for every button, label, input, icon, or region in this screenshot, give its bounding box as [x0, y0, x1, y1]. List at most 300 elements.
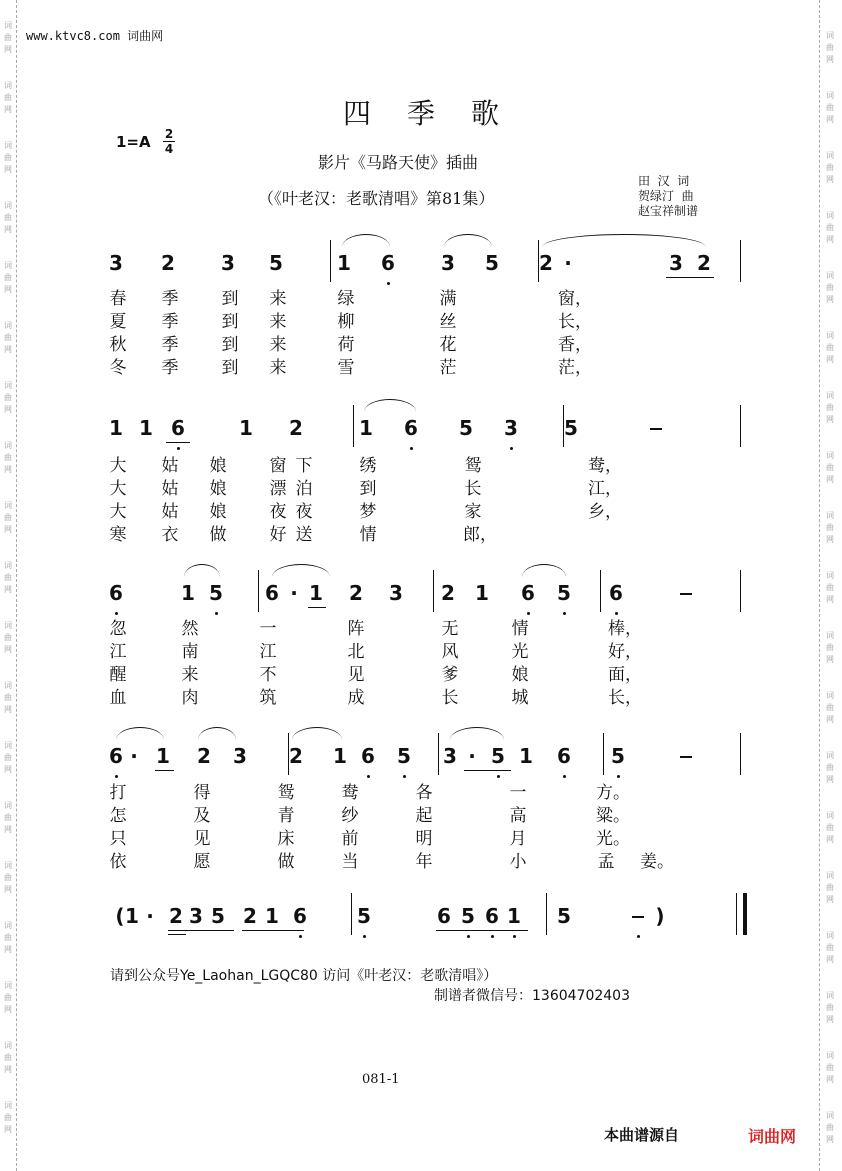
- low-octave-dot: [115, 775, 118, 778]
- barline: [258, 570, 259, 612]
- side-watermark: 词 曲 网: [4, 201, 12, 234]
- side-watermark: 词 曲 网: [826, 451, 834, 484]
- lyric-char: 姑: [161, 502, 179, 522]
- note: 5: [485, 251, 499, 275]
- note: 1: [181, 581, 195, 605]
- side-watermark: 词 曲 网: [4, 381, 12, 414]
- lyric-char: 光: [511, 642, 529, 662]
- note: 2: [289, 416, 303, 440]
- barline: [740, 570, 741, 612]
- side-watermark: 词 曲 网: [4, 921, 12, 954]
- note: 5: [557, 581, 571, 605]
- note: 5: [397, 744, 411, 768]
- note: 5: [211, 904, 225, 928]
- lyric-char: 然: [181, 619, 199, 639]
- note: 1: [519, 744, 533, 768]
- side-watermark: 词 曲 网: [4, 681, 12, 714]
- barline: [433, 570, 434, 612]
- beam-underline: [168, 930, 234, 931]
- lyric-char: 肉: [181, 688, 199, 708]
- note: 6: [361, 744, 375, 768]
- beam-underline: [308, 607, 326, 608]
- note: 6: [265, 581, 279, 605]
- lyric-char: 满: [439, 289, 457, 309]
- barline: [600, 570, 601, 612]
- side-watermark: 词 曲 网: [4, 741, 12, 774]
- note: 3: [189, 904, 203, 928]
- lyric-char: 怎: [109, 806, 127, 826]
- lyric-verse-1: [108, 618, 668, 641]
- lyric-verse-2: [108, 311, 668, 334]
- side-watermark: 词 曲 网: [826, 1111, 834, 1144]
- lyric-char: 姜。: [640, 852, 674, 872]
- low-octave-dot: [491, 935, 494, 938]
- note: 3: [669, 251, 683, 275]
- beam-underline: [166, 442, 190, 443]
- subtitle: 影片《马路天使》插曲: [318, 153, 479, 172]
- beam-underline: [168, 934, 186, 935]
- lyric-char: 阵: [347, 619, 365, 639]
- note: 6: [521, 581, 535, 605]
- note: 1: [109, 416, 123, 440]
- side-watermark: 词 曲 网: [4, 141, 12, 174]
- note: 1: [359, 416, 373, 440]
- side-watermark: 词 曲 网: [4, 561, 12, 594]
- note: 6: [109, 581, 123, 605]
- page-number: 081-1: [362, 1072, 400, 1087]
- side-watermark: 词 曲 网: [4, 501, 12, 534]
- lyric-char: 夏: [109, 312, 127, 332]
- lyric-char: 到: [221, 358, 239, 378]
- low-octave-dot: [510, 447, 513, 450]
- lyric-char: 姑: [161, 456, 179, 476]
- staff-line-2: [108, 405, 743, 449]
- lyric-char: 青: [277, 806, 295, 826]
- lyric-char: 无: [441, 619, 459, 639]
- low-octave-dot: [563, 775, 566, 778]
- side-watermark: 词 曲 网: [826, 691, 834, 724]
- low-octave-dot: [527, 612, 530, 615]
- lyric-char: 明: [415, 829, 433, 849]
- lyric-char: 秋: [109, 335, 127, 355]
- lyric-char: 年: [415, 852, 433, 872]
- lyric-char: 及: [193, 806, 211, 826]
- lyric-char: 下: [295, 456, 313, 476]
- side-watermark: 词 曲 网: [4, 861, 12, 894]
- note: 2: [289, 744, 303, 768]
- lyric-verse-1: [108, 782, 668, 805]
- note: 6: [609, 581, 623, 605]
- lyric-char: 到: [359, 479, 377, 499]
- lyric-char: 花: [439, 335, 457, 355]
- lyric-verse-3: [108, 501, 668, 524]
- lyric-char: 鸳: [277, 783, 295, 803]
- side-watermark: 词 曲 网: [826, 331, 834, 364]
- lyric-verse-1: [108, 455, 668, 478]
- lyric-char: 娘: [209, 456, 227, 476]
- note: 5: [557, 904, 571, 928]
- lyric-char: 长，: [558, 312, 592, 332]
- lyric-char: 鸯: [341, 783, 359, 803]
- lyric-char: 来: [181, 665, 199, 685]
- slur: [198, 727, 236, 740]
- side-watermark: 词 曲 网: [4, 321, 12, 354]
- lyric-char: 愿: [193, 852, 211, 872]
- slur: [272, 564, 330, 577]
- lyric-char: 北: [347, 642, 365, 662]
- beam-underline: [464, 770, 511, 771]
- lyric-char: 江，: [588, 479, 622, 499]
- slur: [342, 234, 390, 247]
- staff-line-4: [108, 733, 743, 777]
- side-watermark: 词 曲 网: [4, 81, 12, 114]
- lyric-char: 窗，: [558, 289, 592, 309]
- lyric-char: 忽: [109, 619, 127, 639]
- beam-underline: [666, 277, 714, 278]
- barline: [740, 240, 741, 282]
- lyric-char: 孟: [597, 852, 615, 872]
- low-octave-dot: [615, 612, 618, 615]
- lyric-char: 雪: [337, 358, 355, 378]
- note: 3: [233, 744, 247, 768]
- lyric-verse-4: [108, 851, 674, 874]
- note: 5: [491, 744, 505, 768]
- low-octave-dot: [403, 775, 406, 778]
- source-label: 本曲谱源自: [604, 1126, 680, 1144]
- lyric-verse-2: [108, 641, 668, 664]
- lyric-char: 茫，: [558, 358, 592, 378]
- lyric-char: 夜: [269, 502, 287, 522]
- lyric-char: 江: [259, 642, 277, 662]
- lyric-char: 来: [269, 335, 287, 355]
- side-watermark: 词 曲 网: [4, 1101, 12, 1134]
- note: 2: [197, 744, 211, 768]
- lyric-verse-4: [108, 687, 668, 710]
- note: 5: [459, 416, 473, 440]
- lyric-char: 家: [464, 502, 482, 522]
- note: 5: [357, 904, 371, 928]
- lyric-char: 长，: [608, 688, 642, 708]
- lyric-char: 南: [181, 642, 199, 662]
- lyric-verse-4: [108, 357, 668, 380]
- footer-note-account: 请到公众号Ye_Laohan_LGQC80 访问《叶老汉：老歌清唱》）: [110, 968, 498, 984]
- side-watermark: 词 曲 网: [826, 271, 834, 304]
- lyric-char: 纱: [341, 806, 359, 826]
- lyric-char: 大: [109, 479, 127, 499]
- note: 2: [243, 904, 257, 928]
- note: 2: [441, 581, 455, 605]
- lyric-char: 不: [259, 665, 277, 685]
- time-top: 2: [164, 127, 174, 141]
- side-watermark: 词 曲 网: [4, 1041, 12, 1074]
- note: 6: [437, 904, 451, 928]
- lyric-char: 打: [109, 783, 127, 803]
- final-barline: [736, 893, 747, 935]
- side-watermark: 词 曲 网: [826, 931, 834, 964]
- lyric-char: 醒: [109, 665, 127, 685]
- lyric-char: 寒: [109, 525, 127, 545]
- barline: [740, 405, 741, 447]
- note: 3: [504, 416, 518, 440]
- lyric-char: 长: [464, 479, 482, 499]
- sustain-dash: [680, 756, 692, 758]
- side-watermark: 词 曲 网: [826, 571, 834, 604]
- note: 6: [293, 904, 307, 928]
- beam-underline: [155, 770, 174, 771]
- low-octave-dot: [410, 447, 413, 450]
- lyric-char: 娘: [209, 502, 227, 522]
- lyric-char: 粱。: [596, 806, 630, 826]
- lyric-char: 情: [359, 525, 377, 545]
- slur: [522, 564, 566, 577]
- lyric-char: 季: [161, 335, 179, 355]
- lyric-char: 郎，: [463, 525, 497, 545]
- lyric-char: 得: [193, 783, 211, 803]
- lyric-char: 柳: [337, 312, 355, 332]
- lyric-char: 来: [269, 358, 287, 378]
- lyric-char: 各: [415, 783, 433, 803]
- side-watermark: 词 曲 网: [826, 31, 834, 64]
- lyric-char: 季: [161, 312, 179, 332]
- lyric-char: 绣: [359, 456, 377, 476]
- lyric-char: 血: [109, 688, 127, 708]
- lyric-char: 茫: [439, 358, 457, 378]
- side-watermark: 词 曲 网: [4, 21, 12, 54]
- site-url[interactable]: www.ktvc8.com 词曲网: [26, 29, 164, 43]
- credit-notation: 赵宝祥制谱: [638, 204, 699, 218]
- lyric-char: 只: [109, 829, 127, 849]
- note: 3: [109, 251, 123, 275]
- low-octave-dot: [467, 935, 470, 938]
- lyric-char: 送: [295, 525, 313, 545]
- lyric-char: 来: [269, 312, 287, 332]
- lyric-char: 乡，: [588, 502, 622, 522]
- lyric-char: 见: [193, 829, 211, 849]
- staff-line-3: [108, 570, 743, 614]
- key-signature: 1=A: [116, 133, 151, 151]
- credit-music: 贺绿汀 曲: [638, 189, 694, 203]
- time-bottom: 4: [164, 142, 174, 156]
- note: 2: [161, 251, 175, 275]
- note: 1: [507, 904, 521, 928]
- lyric-char: 高: [509, 806, 527, 826]
- lyric-char: 爹: [441, 665, 459, 685]
- note: 5: [209, 581, 223, 605]
- low-octave-dot: [387, 282, 390, 285]
- lyric-char: 娘: [511, 665, 529, 685]
- side-watermark: 词 曲 网: [826, 1051, 834, 1084]
- barline: [546, 893, 547, 935]
- note: 1: [239, 416, 253, 440]
- barline: [740, 733, 741, 775]
- side-watermark: 词 曲 网: [826, 391, 834, 424]
- lyric-char: 到: [221, 289, 239, 309]
- augmentation-dot: ·: [146, 904, 154, 928]
- note: 3: [441, 251, 455, 275]
- lyric-char: 光。: [596, 829, 630, 849]
- lyric-char: 窗: [269, 456, 287, 476]
- side-watermark: 词 曲 网: [826, 151, 834, 184]
- lyric-char: 来: [269, 289, 287, 309]
- low-octave-dot: [215, 612, 218, 615]
- note: 5: [611, 744, 625, 768]
- lyric-char: 一: [509, 783, 527, 803]
- lyric-char: 起: [415, 806, 433, 826]
- lyric-char: 风: [441, 642, 459, 662]
- note: 2: [349, 581, 363, 605]
- slur: [364, 399, 416, 412]
- side-watermark: 词 曲 网: [826, 91, 834, 124]
- lyric-char: 小: [509, 852, 527, 872]
- lyric-char: 漂: [269, 479, 287, 499]
- series-note: （《叶老汉：老歌清唱》第81集）: [258, 189, 495, 208]
- lyric-char: 情: [511, 619, 529, 639]
- augmentation-dot: ·: [130, 744, 138, 768]
- lyric-char: 做: [209, 525, 227, 545]
- note: 3: [389, 581, 403, 605]
- slur: [542, 234, 706, 247]
- lyric-char: 月: [509, 829, 527, 849]
- side-watermark: 词 曲 网: [826, 511, 834, 544]
- barline: [438, 733, 439, 775]
- lyric-char: 当: [341, 852, 359, 872]
- sustain-dash: [632, 916, 644, 918]
- lyric-char: 好: [269, 525, 287, 545]
- note: 1: [475, 581, 489, 605]
- lyric-char: 前: [341, 829, 359, 849]
- lyric-char: 姑: [161, 479, 179, 499]
- lyric-char: 棒，: [608, 619, 642, 639]
- low-octave-dot: [299, 935, 302, 938]
- lyric-verse-3: [108, 334, 668, 357]
- note: 1: [139, 416, 153, 440]
- side-watermark: 词 曲 网: [826, 871, 834, 904]
- lyric-verse-3: [108, 664, 668, 687]
- note: 6: [171, 416, 185, 440]
- barline: [538, 240, 539, 282]
- lyric-char: 荷: [337, 335, 355, 355]
- slur: [444, 234, 492, 247]
- lyric-verse-3: [108, 828, 668, 851]
- note: 1: [156, 744, 170, 768]
- lyric-char: 见: [347, 665, 365, 685]
- low-octave-dot: [363, 935, 366, 938]
- augmentation-dot: ·: [290, 581, 298, 605]
- lyric-verse-4: [108, 524, 668, 547]
- lyric-char: 方。: [596, 783, 630, 803]
- lyric-char: 床: [277, 829, 295, 849]
- song-title: 四季歌: [342, 97, 535, 130]
- note: 1: [309, 581, 323, 605]
- credits: [638, 174, 698, 219]
- note: 3: [221, 251, 235, 275]
- lyric-char: 梦: [359, 502, 377, 522]
- lyric-char: 江: [109, 642, 127, 662]
- lyric-char: 冬: [109, 358, 127, 378]
- lyric-verse-1: [108, 288, 668, 311]
- lyric-char: 夜: [295, 502, 313, 522]
- low-octave-dot: [637, 935, 640, 938]
- note: 5: [564, 416, 578, 440]
- lyric-char: 成: [347, 688, 365, 708]
- lyric-char: 季: [161, 358, 179, 378]
- low-octave-dot: [563, 612, 566, 615]
- lyric-verse-2: [108, 805, 668, 828]
- note: 6: [109, 744, 123, 768]
- time-signature: [163, 128, 175, 155]
- low-octave-dot: [367, 775, 370, 778]
- low-octave-dot: [617, 775, 620, 778]
- lyric-char: 大: [109, 456, 127, 476]
- bracket: ): [655, 904, 665, 928]
- bracket: (: [115, 904, 125, 928]
- side-watermark: 词 曲 网: [826, 811, 834, 844]
- barline: [288, 733, 289, 775]
- brand-link[interactable]: 词曲网: [748, 1127, 797, 1146]
- note: 2: [539, 251, 553, 275]
- side-watermark: 词 曲 网: [4, 441, 12, 474]
- lyric-char: 面，: [608, 665, 642, 685]
- lyric-char: 绿: [337, 289, 355, 309]
- side-watermark: 词 曲 网: [826, 751, 834, 784]
- lyric-char: 春: [109, 289, 127, 309]
- lyric-char: 一: [259, 619, 277, 639]
- lyric-char: 鸳: [464, 456, 482, 476]
- slur: [450, 727, 504, 740]
- barline: [353, 405, 354, 447]
- side-watermark: 词 曲 网: [4, 621, 12, 654]
- side-watermark: 词 曲 网: [826, 211, 834, 244]
- side-watermark: 词 曲 网: [826, 631, 834, 664]
- lyric-char: 大: [109, 502, 127, 522]
- side-watermark: 词 曲 网: [4, 981, 12, 1014]
- augmentation-dot: ·: [564, 251, 572, 275]
- staff-line-5: [108, 893, 743, 937]
- lyric-char: 城: [511, 688, 529, 708]
- lyric-char: 鸯，: [588, 456, 622, 476]
- slur: [116, 727, 164, 740]
- staff-line-1: [108, 240, 743, 284]
- side-watermark: 词 曲 网: [4, 261, 12, 294]
- note: 2: [169, 904, 183, 928]
- note: 1: [125, 904, 139, 928]
- barline: [563, 405, 564, 447]
- sustain-dash: [650, 428, 662, 430]
- note: 6: [485, 904, 499, 928]
- footer-note-wechat: 制谱者微信号：13604702403: [434, 988, 630, 1004]
- note: 6: [404, 416, 418, 440]
- lyric-char: 丝: [439, 312, 457, 332]
- credit-lyrics: 田 汉 词: [638, 174, 690, 188]
- slur: [184, 564, 220, 577]
- lyric-char: 季: [161, 289, 179, 309]
- note: 3: [443, 744, 457, 768]
- lyric-char: 依: [109, 852, 127, 872]
- note: 5: [461, 904, 475, 928]
- lyric-char: 娘: [209, 479, 227, 499]
- side-watermark: 词 曲 网: [4, 801, 12, 834]
- lyric-char: 衣: [161, 525, 179, 545]
- barline: [603, 733, 604, 775]
- barline: [351, 893, 352, 935]
- lyric-char: 长: [441, 688, 459, 708]
- lyric-char: 到: [221, 312, 239, 332]
- lyric-char: 好，: [608, 642, 642, 662]
- lyric-char: 筑: [259, 688, 277, 708]
- barline: [330, 240, 331, 282]
- low-octave-dot: [497, 775, 500, 778]
- low-octave-dot: [177, 447, 180, 450]
